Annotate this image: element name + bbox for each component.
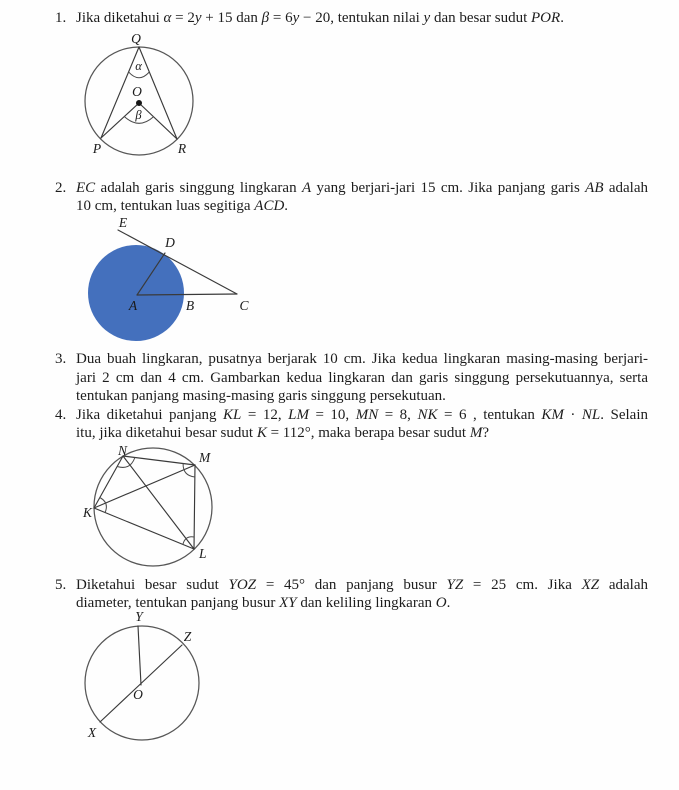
text-run: adalah <box>603 179 649 196</box>
label-E: E <box>118 215 128 230</box>
label-beta: β <box>135 108 142 122</box>
math-variable: NL <box>581 406 601 423</box>
text-run: itu, jika diketahui besar sudut <box>76 425 257 442</box>
label-L: L <box>199 546 207 561</box>
math-variable: y <box>292 9 300 26</box>
text-run: ? <box>482 425 490 442</box>
filled-circle-A <box>88 245 184 341</box>
text-run: = 6 <box>269 9 293 26</box>
text-run: dan keliling lingkaran <box>296 595 436 612</box>
diameter-XZ <box>100 645 182 722</box>
math-variable: KL <box>223 406 242 423</box>
question-4-number: 4. <box>55 406 67 423</box>
text-line <box>76 369 648 388</box>
text-run: Dua buah lingkaran, pusatnya berjarak 10 cm. Jika kedua lingkaran masing-masing berjari- <box>76 351 648 367</box>
label-C: C <box>239 298 249 313</box>
text-run: jari 2 cm dan 4 cm. Gambarkan kedua lingkaran dan garis singgung persekutuannya, serta <box>76 369 648 386</box>
radius-YO <box>138 626 141 685</box>
text-run: = 2 <box>171 9 195 26</box>
question-3-number: 3. <box>55 351 67 367</box>
math-variable: YZ <box>446 576 464 593</box>
question-5-number: 5. <box>55 576 67 593</box>
text-run: tentukan panjang masing-masing garis singgung persekutuan. <box>76 388 446 405</box>
text-run: = 12, <box>241 406 289 423</box>
label-P: P <box>92 141 102 156</box>
side-KN <box>94 456 123 508</box>
text-line <box>76 406 648 425</box>
question-1-number: 1. <box>55 9 67 26</box>
text-line <box>76 179 648 198</box>
label-N: N <box>117 443 127 458</box>
chord-QR <box>139 47 177 139</box>
math-variable: y <box>194 9 202 26</box>
math-variable: M <box>469 425 483 442</box>
math-variable: YOZ <box>228 576 257 593</box>
text-run: Jika diketahui panjang <box>76 406 223 423</box>
text-run: . Selain <box>600 406 649 423</box>
side-ML <box>194 465 195 549</box>
text-run: − 20, tentukan nilai <box>299 9 424 26</box>
text-line <box>76 350 648 369</box>
question-2-text <box>76 179 648 216</box>
math-variable: A <box>301 179 312 196</box>
math-variable: K <box>256 425 267 442</box>
math-variable: LM <box>288 406 309 423</box>
question-1-text <box>76 9 648 28</box>
diagonal-KM <box>94 465 195 508</box>
text-run: . <box>284 198 289 215</box>
text-line <box>76 9 648 28</box>
text-run: = 112°, maka berapa besar sudut <box>266 425 470 442</box>
text-run: diameter, tentukan panjang busur <box>76 595 280 612</box>
diagram-cyclic-quadrilateral-KNML <box>80 443 225 575</box>
text-run: . <box>446 595 451 612</box>
text-run: · <box>563 406 582 423</box>
math-variable: O <box>435 595 447 612</box>
radius-OP <box>101 103 139 138</box>
math-variable: β <box>261 9 270 26</box>
math-variable: KM <box>541 406 564 423</box>
angle-arc-L <box>183 537 194 545</box>
question-2-number: 2. <box>55 179 67 196</box>
label-alpha: α <box>135 59 142 73</box>
text-run: = 45° dan panjang busur <box>256 576 447 593</box>
label-D: D <box>165 235 175 250</box>
label-O: O <box>133 687 143 702</box>
label-Y: Y <box>135 610 143 624</box>
diagram-circle-PQR-angles <box>75 30 210 165</box>
math-variable: AB <box>585 179 604 196</box>
text-run: = 25 cm. Jika <box>463 576 582 593</box>
label-A: A <box>128 298 138 313</box>
question-3-text <box>76 350 648 406</box>
text-run: . <box>560 9 564 26</box>
text-line <box>76 197 648 216</box>
center-dot <box>136 100 142 106</box>
text-run: adalah garis singgung lingkaran <box>95 179 302 196</box>
math-variable: MN <box>355 406 379 423</box>
math-variable: XZ <box>581 576 600 593</box>
label-X: X <box>87 725 97 740</box>
label-R: R <box>177 141 187 156</box>
math-variable: ACD <box>254 198 285 215</box>
radius-OR <box>139 103 177 139</box>
text-run: = 8, <box>378 406 418 423</box>
text-run: adalah <box>599 576 648 593</box>
label-B: B <box>185 298 195 313</box>
text-line <box>76 387 648 406</box>
label-Q: Q <box>131 31 141 46</box>
math-variable: α <box>163 9 172 26</box>
label-M: M <box>199 450 211 465</box>
text-line <box>76 424 648 443</box>
text-run: = 10, <box>308 406 356 423</box>
question-4-text <box>76 406 648 443</box>
math-variable: XY <box>279 595 297 612</box>
label-O: O <box>132 84 142 99</box>
question-5-text <box>76 576 648 613</box>
math-variable: EC <box>76 179 96 196</box>
diagram-tangent-circle-A <box>80 215 260 350</box>
math-variable: POR <box>531 9 561 26</box>
math-variable: NK <box>417 406 438 423</box>
text-line <box>76 576 648 595</box>
text-run: dan besar sudut <box>430 9 532 26</box>
text-run: yang berjari-jari 15 cm. Jika panjang garis <box>311 179 586 196</box>
diagram-circle-O-diameter-XZ <box>75 610 215 750</box>
label-Z: Z <box>183 629 192 644</box>
label-K: K <box>82 505 92 520</box>
text-run: = 6 , tentukan <box>437 406 542 423</box>
math-variable: y <box>423 9 431 26</box>
text-run: 10 cm, tentukan luas segitiga <box>76 198 255 215</box>
text-run: + 15 dan <box>201 9 262 26</box>
text-run: Diketahui besar sudut <box>76 576 229 593</box>
text-run: Jika diketahui <box>76 9 164 26</box>
